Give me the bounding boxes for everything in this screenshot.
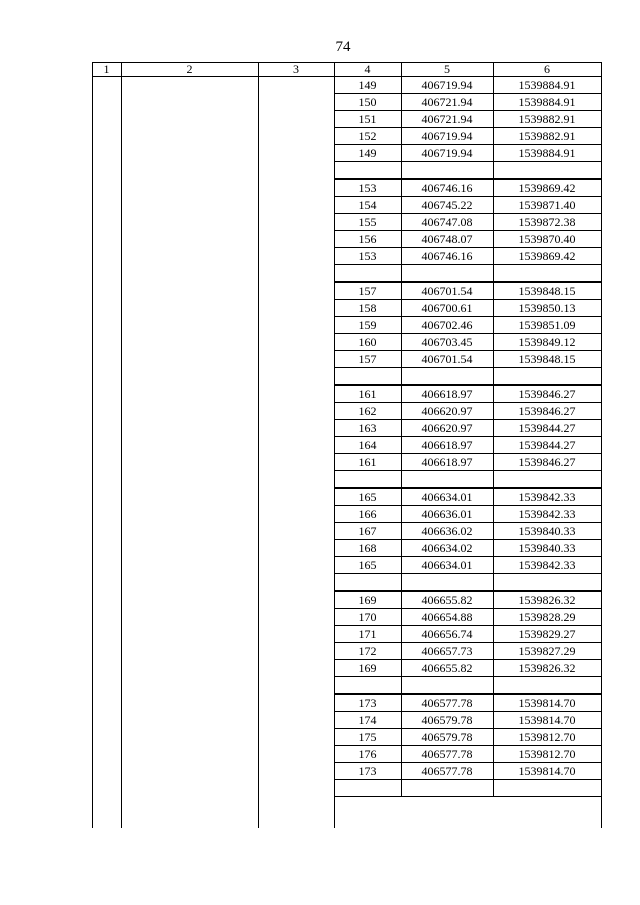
- table-row: [334, 77, 601, 94]
- x-coordinate-cell: 406721.94: [421, 95, 473, 109]
- table-header-row: [92, 62, 601, 76]
- table-row: [334, 334, 601, 351]
- y-coordinate-cell: 1539828.29: [518, 610, 576, 624]
- point-number-cell: 169: [358, 661, 377, 675]
- x-coordinate-cell: 406579.78: [421, 730, 473, 744]
- point-number-cell: 176: [358, 747, 377, 761]
- y-coordinate-cell: 1539827.29: [518, 644, 576, 658]
- point-number-cell: 149: [358, 146, 377, 160]
- y-coordinate-cell: 1539872.38: [518, 215, 576, 229]
- point-number-cell: 173: [358, 696, 377, 710]
- point-number-cell: 153: [358, 181, 377, 195]
- table-row: [334, 626, 601, 643]
- cell-separator: [493, 574, 494, 590]
- table-row: [334, 609, 601, 626]
- y-coordinate-cell: 1539842.33: [518, 507, 576, 521]
- table-row: [334, 214, 601, 231]
- y-coordinate-cell: 1539884.91: [518, 78, 576, 92]
- point-number-cell: 156: [358, 232, 377, 246]
- table-row: [334, 282, 601, 300]
- header-col-1: 1: [103, 62, 110, 76]
- point-number-cell: 151: [358, 112, 377, 126]
- header-col-4: 4: [364, 62, 371, 76]
- table-row: [334, 557, 601, 574]
- y-coordinate-cell: 1539814.70: [518, 764, 576, 778]
- x-coordinate-cell: 406746.16: [421, 249, 473, 263]
- point-number-cell: 165: [358, 490, 377, 504]
- y-coordinate-cell: 1539871.40: [518, 198, 576, 212]
- table-row: [334, 523, 601, 540]
- table-row: [334, 248, 601, 265]
- point-number-cell: 168: [358, 541, 377, 555]
- x-coordinate-cell: 406618.97: [421, 438, 473, 452]
- point-number-cell: 149: [358, 78, 377, 92]
- table-row: [334, 111, 601, 128]
- y-coordinate-cell: 1539826.32: [518, 661, 576, 675]
- y-coordinate-cell: 1539848.15: [518, 284, 576, 298]
- table-row-empty: [334, 368, 601, 385]
- header-col-3: 3: [293, 62, 299, 76]
- table-row: [334, 385, 601, 403]
- x-coordinate-cell: 406579.78: [421, 713, 473, 727]
- cell-separator: [401, 471, 402, 487]
- y-coordinate-cell: 1539884.91: [518, 95, 576, 109]
- point-number-cell: 159: [358, 318, 377, 332]
- point-number-cell: 150: [358, 95, 377, 109]
- header-col-2: 2: [186, 62, 193, 76]
- cell-separator: [401, 780, 402, 796]
- table-row-empty: [334, 780, 601, 797]
- table-row: [334, 317, 601, 334]
- point-number-cell: 165: [358, 558, 377, 572]
- point-number-cell: 175: [358, 730, 377, 744]
- point-number-cell: 153: [358, 249, 377, 263]
- y-coordinate-cell: 1539812.70: [518, 747, 576, 761]
- x-coordinate-cell: 406618.97: [421, 455, 473, 469]
- y-coordinate-cell: 1539882.91: [518, 112, 576, 126]
- y-coordinate-cell: 1539842.33: [518, 490, 576, 504]
- x-coordinate-cell: 406719.94: [421, 146, 473, 160]
- x-coordinate-cell: 406701.54: [421, 352, 473, 366]
- cell-separator: [493, 265, 494, 281]
- x-coordinate-cell: 406748.07: [421, 232, 473, 246]
- table-row: [334, 300, 601, 317]
- point-number-cell: 173: [358, 764, 377, 778]
- y-coordinate-cell: 1539814.70: [518, 713, 576, 727]
- table-row-empty: [334, 677, 601, 694]
- table-row: [334, 128, 601, 145]
- x-coordinate-cell: 406577.78: [421, 764, 473, 778]
- point-number-cell: 161: [358, 387, 377, 401]
- table-row: [334, 179, 601, 197]
- table-row: [334, 488, 601, 506]
- table-row: [334, 540, 601, 557]
- y-coordinate-cell: 1539840.33: [518, 524, 576, 538]
- table-row: [334, 660, 601, 677]
- point-number-cell: 174: [358, 713, 377, 727]
- col-line-1-2: [121, 62, 122, 828]
- point-number-cell: 169: [358, 593, 377, 607]
- cell-separator: [401, 368, 402, 384]
- table-row-empty: [334, 162, 601, 179]
- y-coordinate-cell: 1539846.27: [518, 404, 576, 418]
- cell-separator: [401, 574, 402, 590]
- point-number-cell: 152: [358, 129, 377, 143]
- table-row: [334, 506, 601, 523]
- y-coordinate-cell: 1539846.27: [518, 455, 576, 469]
- y-coordinate-cell: 1539869.42: [518, 249, 576, 263]
- y-coordinate-cell: 1539850.13: [518, 301, 576, 315]
- cell-separator: [401, 677, 402, 693]
- point-number-cell: 172: [358, 644, 377, 658]
- point-number-cell: 158: [358, 301, 377, 315]
- x-coordinate-cell: 406719.94: [421, 78, 473, 92]
- table-row: [334, 231, 601, 248]
- x-coordinate-cell: 406719.94: [421, 129, 473, 143]
- point-number-cell: 161: [358, 455, 377, 469]
- cell-separator: [493, 368, 494, 384]
- x-coordinate-cell: 406701.54: [421, 284, 473, 298]
- y-coordinate-cell: 1539849.12: [518, 335, 576, 349]
- y-coordinate-cell: 1539851.09: [518, 318, 576, 332]
- header-line-5-6: [493, 62, 494, 77]
- point-number-cell: 155: [358, 215, 377, 229]
- x-coordinate-cell: 406577.78: [421, 747, 473, 761]
- point-number-cell: 163: [358, 421, 377, 435]
- table-row: [334, 763, 601, 780]
- point-number-cell: 167: [358, 524, 377, 538]
- y-coordinate-cell: 1539869.42: [518, 181, 576, 195]
- col-line-right: [601, 62, 602, 828]
- x-coordinate-cell: 406702.46: [421, 318, 473, 332]
- y-coordinate-cell: 1539826.32: [518, 593, 576, 607]
- table-row: [334, 712, 601, 729]
- page-number: 74: [335, 39, 351, 55]
- header-col-5: 5: [444, 62, 450, 76]
- x-coordinate-cell: 406618.97: [421, 387, 473, 401]
- x-coordinate-cell: 406654.88: [421, 610, 473, 624]
- x-coordinate-cell: 406700.61: [421, 301, 473, 315]
- y-coordinate-cell: 1539870.40: [518, 232, 576, 246]
- x-coordinate-cell: 406657.73: [421, 644, 473, 658]
- point-number-cell: 157: [358, 284, 377, 298]
- point-number-cell: 160: [358, 335, 377, 349]
- table-row: [334, 94, 601, 111]
- y-coordinate-cell: 1539842.33: [518, 558, 576, 572]
- y-coordinate-cell: 1539840.33: [518, 541, 576, 555]
- x-coordinate-cell: 406636.01: [421, 507, 473, 521]
- cell-separator: [493, 677, 494, 693]
- table-row: [334, 403, 601, 420]
- table-row: [334, 746, 601, 763]
- col-line-left: [92, 62, 93, 828]
- x-coordinate-cell: 406655.82: [421, 593, 473, 607]
- x-coordinate-cell: 406577.78: [421, 696, 473, 710]
- table-row: [334, 729, 601, 746]
- y-coordinate-cell: 1539884.91: [518, 146, 576, 160]
- x-coordinate-cell: 406620.97: [421, 404, 473, 418]
- table-row: [334, 591, 601, 609]
- table-row-empty: [334, 471, 601, 488]
- coordinate-rows: [334, 77, 601, 797]
- cell-separator: [493, 780, 494, 796]
- cell-separator: [493, 471, 494, 487]
- point-number-cell: 157: [358, 352, 377, 366]
- y-coordinate-cell: 1539882.91: [518, 129, 576, 143]
- y-coordinate-cell: 1539848.15: [518, 352, 576, 366]
- y-coordinate-cell: 1539829.27: [518, 627, 576, 641]
- x-coordinate-cell: 406634.02: [421, 541, 473, 555]
- point-number-cell: 154: [358, 198, 377, 212]
- x-coordinate-cell: 406703.45: [421, 335, 473, 349]
- table-row-empty: [334, 574, 601, 591]
- table-row-empty: [334, 265, 601, 282]
- x-coordinate-cell: 406634.01: [421, 490, 473, 504]
- point-number-cell: 171: [358, 627, 377, 641]
- cell-separator: [401, 162, 402, 178]
- x-coordinate-cell: 406745.22: [421, 198, 473, 212]
- y-coordinate-cell: 1539844.27: [518, 438, 576, 452]
- y-coordinate-cell: 1539846.27: [518, 387, 576, 401]
- x-coordinate-cell: 406655.82: [421, 661, 473, 675]
- x-coordinate-cell: 406747.08: [421, 215, 473, 229]
- x-coordinate-cell: 406656.74: [421, 627, 473, 641]
- point-number-cell: 162: [358, 404, 377, 418]
- x-coordinate-cell: 406746.16: [421, 181, 473, 195]
- cell-separator: [401, 265, 402, 281]
- y-coordinate-cell: 1539812.70: [518, 730, 576, 744]
- table-row: [334, 145, 601, 162]
- table-row: [334, 643, 601, 660]
- table-row: [334, 694, 601, 712]
- x-coordinate-cell: 406620.97: [421, 421, 473, 435]
- x-coordinate-cell: 406721.94: [421, 112, 473, 126]
- table-row: [334, 420, 601, 437]
- point-number-cell: 164: [358, 438, 377, 452]
- table-row: [334, 351, 601, 368]
- point-number-cell: 170: [358, 610, 377, 624]
- table-row: [334, 454, 601, 471]
- table-row: [334, 197, 601, 214]
- x-coordinate-cell: 406634.01: [421, 558, 473, 572]
- y-coordinate-cell: 1539844.27: [518, 421, 576, 435]
- y-coordinate-cell: 1539814.70: [518, 696, 576, 710]
- cell-separator: [493, 162, 494, 178]
- point-number-cell: 166: [358, 507, 377, 521]
- table-row: [334, 437, 601, 454]
- header-col-6: 6: [544, 62, 550, 76]
- x-coordinate-cell: 406636.02: [421, 524, 473, 538]
- header-line-4-5: [401, 62, 402, 77]
- col-line-2-3: [258, 62, 259, 828]
